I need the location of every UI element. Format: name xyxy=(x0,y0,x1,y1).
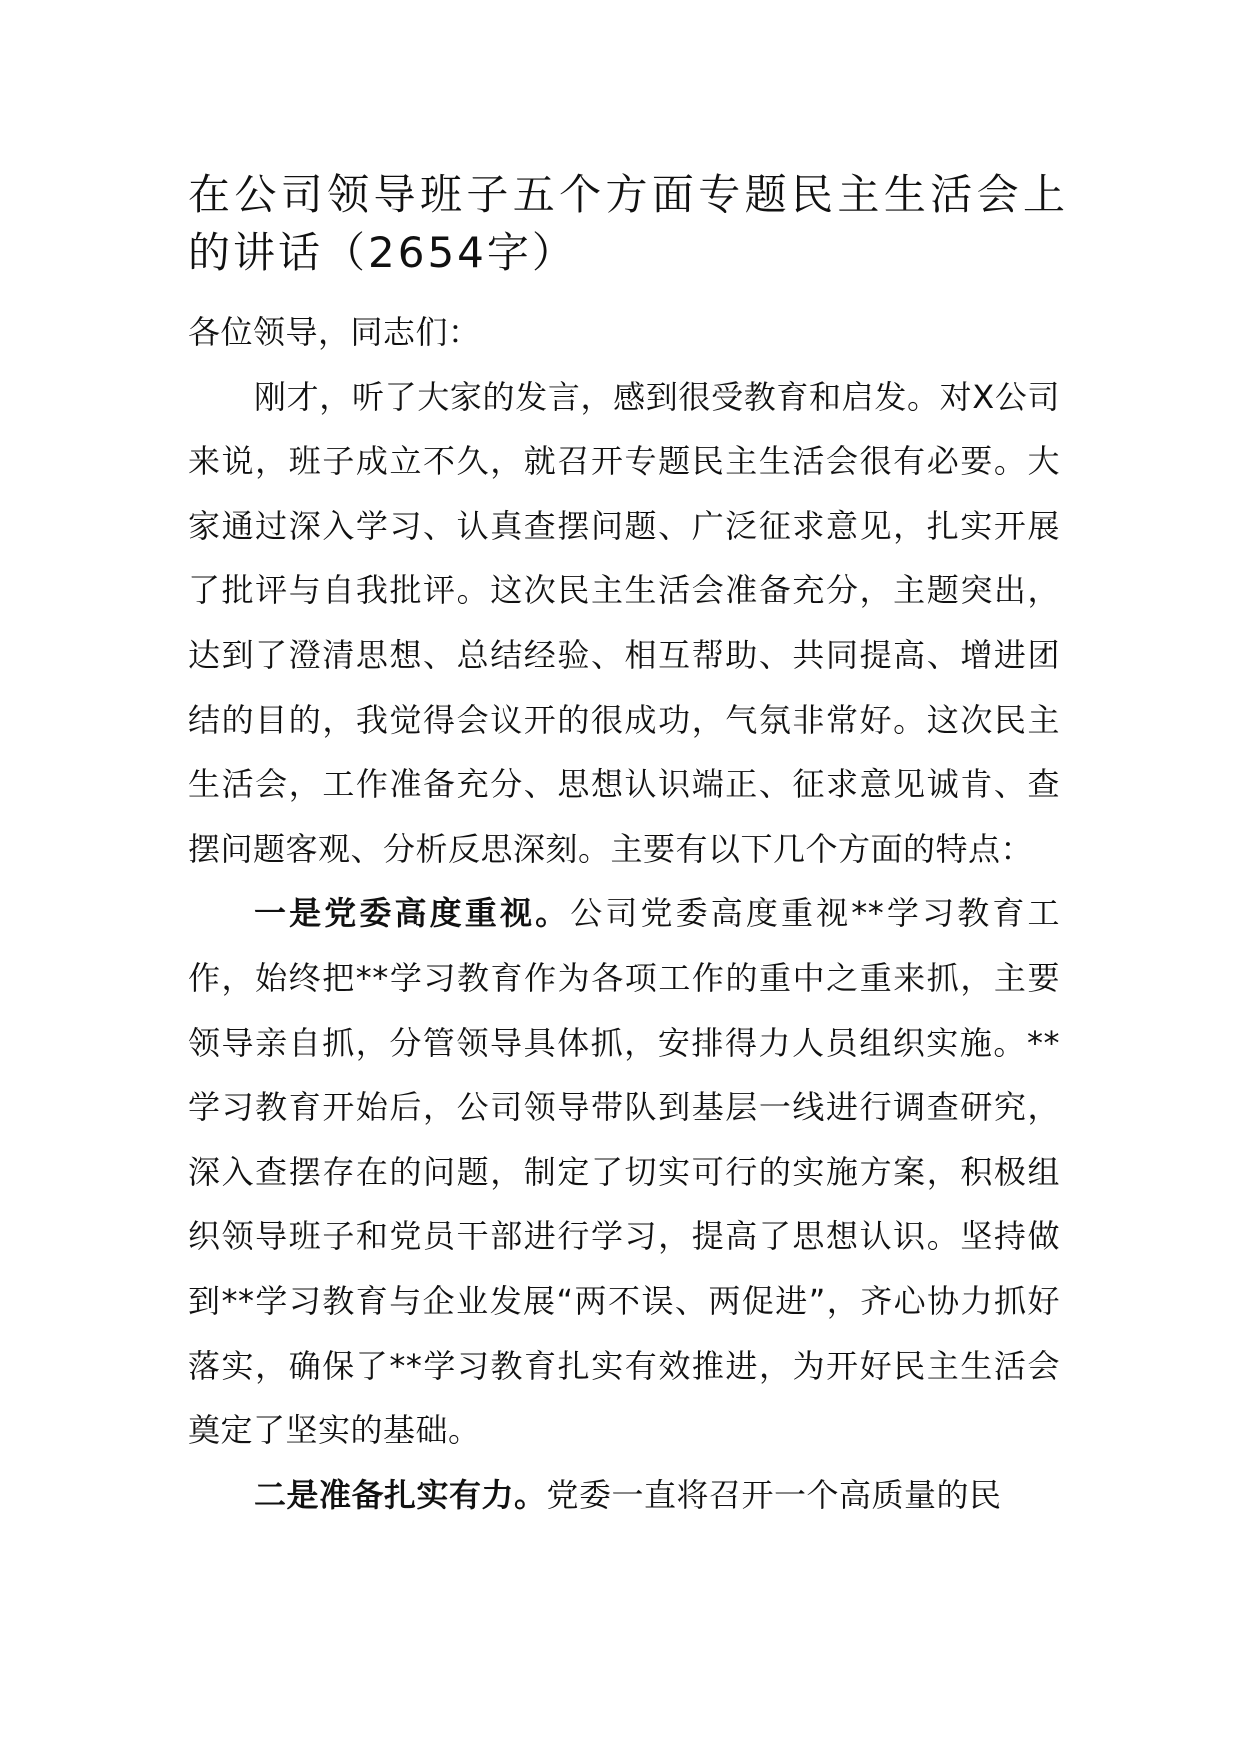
document-body xyxy=(188,300,1060,1527)
paragraph-lead: 二是准备扎实有力。 xyxy=(254,1475,547,1514)
paragraph-text: 党委一直将召开一个高质量的民 xyxy=(546,1475,1002,1514)
document-title: 在公司领导班子五个方面专题民主生活会上的讲话（2654字） xyxy=(188,170,1068,277)
paragraph-point-two xyxy=(188,1463,1060,1528)
paragraph-lead: 一是党委高度重视。 xyxy=(254,894,571,933)
salutation: 各位领导，同志们： xyxy=(188,313,481,351)
paragraph-text: 公司党委高度重视**学习教育工作，始终把**学习教育作为各项工作的重中之重来抓，主要领导亲自抓，分管领导具体抓，安排得力人员组织实施。**学习教育开始后，公司领导带队到基层一线进行调查研究，深入查摆存在的问题，制定了切实可行的实施方案，积极组织领导班子和党员干部进行学习，提高了思想认识。坚持做到**学习教育与企业发展“两不误、两促进”，齐心协力抓好落实，确保了**学习教育扎实有效推进，为开好民主生活会奠定了坚实的基础。 xyxy=(188,894,1060,1450)
paragraph-text: 刚才，听了大家的发言，感到很受教育和启发。对X公司来说，班子成立不久，就召开专题民主生活会很有必要。大家通过深入学习、认真查摆问题、广泛征求意见，扎实开展了批评与自我批评。这次民主生活会准备充分，主题突出，达到了澄清思想、总结经验、相互帮助、共同提高、增进团结的目的，我觉得会议开的很成功，气氛非常好。这次民主生活会，工作准备充分、思想认识端正、征求意见诚肯、查摆问题客观、分析反思深刻。主要有以下几个方面的特点： xyxy=(188,377,1060,868)
paragraph-point-one xyxy=(188,881,1060,1462)
paragraph-intro xyxy=(188,365,1060,882)
